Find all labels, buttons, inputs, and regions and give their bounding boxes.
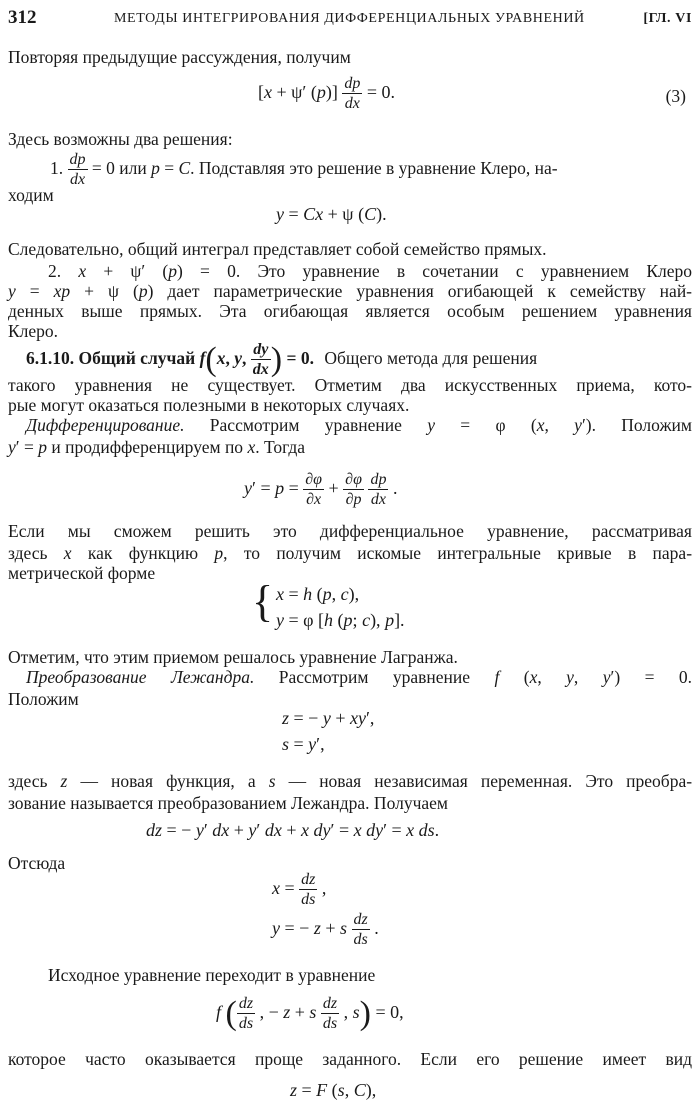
section-tail: Общего метода для решения <box>324 348 538 369</box>
book-page: 312 МЕТОДЫ ИНТЕГРИРОВАНИЯ ДИФФЕРЕНЦИАЛЬНЫХ УРАВНЕНИЙ [ГЛ. VI Повторяя предыдущие рассуждения, получим [x + ψ′ (p)] $\frac{dp}{dx}$ = 0. (3) Здесь возможны два решения: 1. $\frac{dp}{dx}$ = 0 или p = C. Подставляя это решение в уравнение Клеро, на- ходим y = Cx + ψ (C). Следовательно, общий интеграл представляет собой семейство прямых. 2. x + ψ′ (p) = 0. Это уравнение в сочетании с уравнением Клеро y = xp + ψ (p) дает параметрические уравнения огибающей к семейству най- денных выше прямых. Эта огибающая является особым решением уравнения Клеро. 6.1.10. Общий случай f(x, y, $\frac{dy}{dx}$ ) = 0. Общего метода для решения такого уравнения не существует. Отметим два искусственных приема, кото- рые могут оказаться полезными в некоторых случаях. Дифференцирование. Рассмотрим уравнение y = φ (x, y′). Положим y′ = p и продифференцируем по x. Тогда y′ = p = $\frac{\partial\varphi}{\partial x}$ + $\frac{\partial\varphi}{\partial p}$ $\frac{dp}{dx}$ . Если мы сможем решить это дифференциальное уравнение, рассматривая здесь x как функцию p, то получим искомые интегральные кривые в пара- метрической форме { x = h (p, c), y = φ [h (p; c), p]. Отметим, что этим приемом решалось уравнение Лагранжа. Преобразование Лежандра. Рассмотрим уравнение f (x, y, y′) = 0. Положим z = − y + xy′, s = y′, здесь z — новая функция, а s — новая независимая переменная. Это преобра- зование называется преобразованием Лежандра. Получаем dz = − y′ dx + y′ dx + x dy′ = x dy′ = x ds. Отсюда x = $\frac{dz}{ds}$ , y = − z + s $\frac{dz}{ds}$ . Исходное уравнение переходит в уравнение f ( $\frac{dz}{ds}$ , − z + s $\frac{dz}{ds}$ , s) = 0, которое часто оказывается проще заданного. Если его решение имеет вид z = F (s, C), <box>8 7 693 1100</box>
new-function-text-c: — новая независимая переменная. Это преобра- <box>288 771 693 791</box>
section-line-2: такого уравнения не существует. Отметим два искусственных приема, кото- <box>8 375 692 395</box>
paragraph-if-solve-3: метрической форме <box>8 563 156 583</box>
section-heading: 6.1.10. Общий случай f(x, y, $\frac{dy}{dx}$ ) = 0. Общего метода для решения <box>26 341 538 378</box>
equation-legendre-s: s = y′, <box>282 734 325 754</box>
item-2-text-a: Это уравнение в сочетании с уравнением Клеро <box>257 261 692 281</box>
section-number: 6.1.10. <box>26 348 75 369</box>
paragraph-if-solve-1: Если мы сможем решить это дифференциальное уравнение, рассматривая <box>8 521 692 541</box>
equation-y-of-s: y = − z + s $\frac{dz}{ds}$ . <box>272 911 379 948</box>
item-1-line-2: ходим <box>8 185 54 205</box>
legendre-line-2: Положим <box>8 689 79 709</box>
paragraph-repeat: Повторяя предыдущие рассуждения, получим <box>8 47 351 67</box>
page-header <box>8 6 692 29</box>
legendre-line-1: Преобразование Лежандра. Рассмотрим уравнение f (x, y, y′) = 0. <box>26 667 692 687</box>
paragraph-lagrange: Отметим, что этим приемом решалось уравнение Лагранжа. <box>8 647 458 667</box>
paragraph-new-function-1: здесь z — новая функция, а s — новая независимая переменная. Это преобра- <box>8 771 693 791</box>
item-1-number: 1. <box>50 158 64 179</box>
equation-general-line: y = Cx + ψ (C). <box>276 204 387 224</box>
equation-dz: dz = − y′ dx + y′ dx + x dy′ = x dy′ = x ds. <box>146 820 440 840</box>
differentiation-line-2: y′ = p и продифференцируем по x. Тогда <box>8 437 306 457</box>
paragraph-two-solutions: Здесь возможны два решения: <box>8 129 233 149</box>
if-solve-text-a: здесь <box>8 543 48 563</box>
differentiation-title: Дифференцирование. <box>26 415 185 435</box>
item-2-number: 2. <box>48 261 62 281</box>
item-2-line-3: денных выше прямых. Эта огибающая является особым решением уравнения <box>8 301 692 321</box>
section-title: Общий случай <box>78 348 196 369</box>
paragraph-hence: Отсюда <box>8 853 66 873</box>
section-line-3: рые могут оказаться полезными в некоторых случаях. <box>8 395 410 415</box>
new-function-text-b: — новая функция, а <box>80 771 256 791</box>
equation-x-of-s: x = $\frac{dz}{ds}$ , <box>272 871 327 908</box>
equation-transformed: f ( $\frac{dz}{ds}$ , − z + s $\frac{dz}{ds}$ , s) = 0, <box>216 995 404 1032</box>
differentiation-line-1: Дифференцирование. Рассмотрим уравнение y = φ (x, y′). Положим <box>26 415 693 435</box>
running-title: МЕТОДЫ ИНТЕГРИРОВАНИЯ ДИФФЕРЕНЦИАЛЬНЫХ УРАВНЕНИЙ <box>114 11 585 26</box>
item-2-line-4: Клеро. <box>8 321 59 341</box>
equation-legendre-z: z = − y + xy′, <box>282 708 375 728</box>
equation-3: [x + ψ′ (p)] $\frac{dp}{dx}$ = 0. <box>258 75 396 112</box>
differentiation-text-d: Тогда <box>263 437 306 457</box>
if-solve-text-b: как функцию <box>87 543 199 563</box>
item-2-line-2: y = xp + ψ (p) дает параметрические уравнения огибающей к семейству най- <box>8 281 693 301</box>
differentiation-text-c: и продифференцируем по <box>51 437 244 457</box>
paragraph-new-function-2: зование называется преобразованием Лежандра. Получаем <box>8 793 448 813</box>
if-solve-text-c: то получим искомые интегральные кривые в пара- <box>243 543 693 563</box>
item-1-or: или <box>119 158 147 179</box>
paragraph-transforms: Исходное уравнение переходит в уравнение <box>48 965 376 985</box>
item-2-text-b: дает параметрические уравнения огибающей к семейству най- <box>167 281 693 301</box>
paragraph-simpler: которое часто оказывается проще заданного. Если его решение имеет вид <box>8 1049 692 1069</box>
legendre-text-a: Рассмотрим уравнение <box>278 667 471 687</box>
equation-derivative: y′ = p = $\frac{\partial\varphi}{\partial x}$ + $\frac{\partial\varphi}{\partial p}$ $\frac{dp}{dx}$ . <box>244 471 398 508</box>
chapter-label: [ГЛ. VI <box>643 11 692 26</box>
item-1: 1. $\frac{dp}{dx}$ = 0 или p = C. Подставляя это решение в уравнение Клеро, на- <box>50 151 558 188</box>
item-2-line-1: 2. x + ψ′ (p) = 0. Это уравнение в сочетании с уравнением Клеро <box>48 261 692 281</box>
paragraph-family-lines: Следовательно, общий интеграл представляет собой семейство прямых. <box>8 239 547 259</box>
equation-solution: z = F (s, C), <box>290 1080 377 1100</box>
item-1-tail: Подставляя это решение в уравнение Клеро, на- <box>198 158 558 179</box>
legendre-title: Преобразование Лежандра. <box>26 667 255 687</box>
differentiation-text-b: Положим <box>621 415 693 435</box>
paragraph-if-solve-2: здесь x как функцию p, то получим искомые интегральные кривые в пара- <box>8 543 693 563</box>
new-function-text-a: здесь <box>8 771 48 791</box>
differentiation-text-a: Рассмотрим уравнение <box>209 415 402 435</box>
page-number: 312 <box>8 7 37 28</box>
equation-3-number: (3) <box>665 86 686 106</box>
